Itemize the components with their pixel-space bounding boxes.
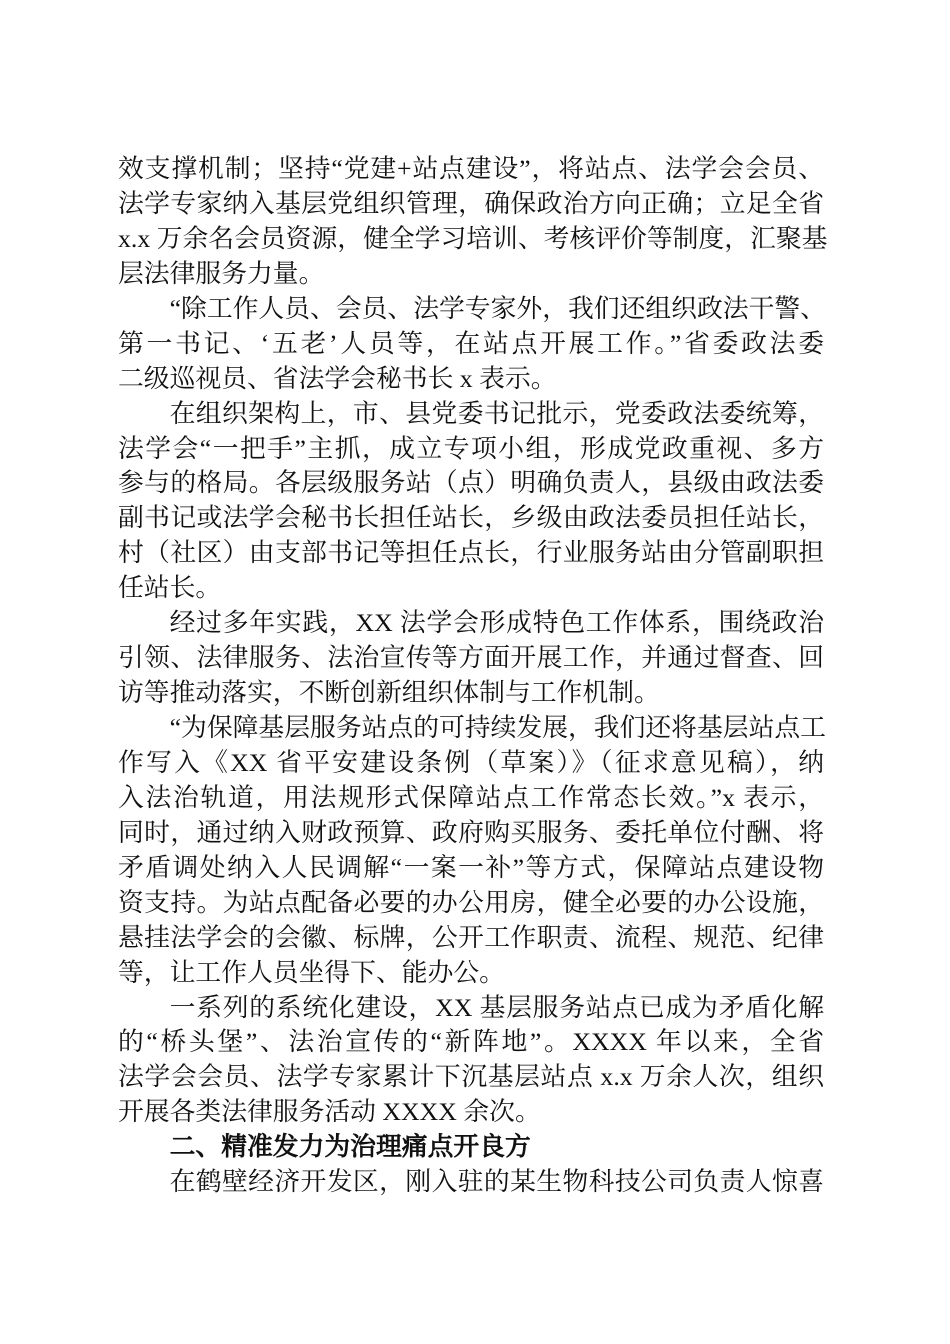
text-line: 引领、法律服务、法治宣传等方面开展工作，并通过督查、回	[118, 643, 824, 673]
text-line: 经过多年实践，XX 法学会形成特色工作体系，围绕政治	[169, 608, 824, 638]
paragraph-sustainability	[118, 711, 824, 991]
text-line: 任站长。	[118, 573, 222, 603]
text-line: 开展各类法律服务活动 XXXX 余次。	[118, 1097, 541, 1127]
section-heading: 二、精准发力为治理痛点开良方	[169, 1132, 531, 1163]
text-line: 的“桥头堡”、法治宣传的“新阵地”。XXXX 年以来，全省	[118, 1027, 824, 1057]
text-line: 副书记或法学会秘书长担任站长，乡级由政法委员担任站长，	[118, 503, 824, 533]
text-line: x.x 万余名会员资源，健全学习培训、考核评价等制度，汇聚基	[118, 223, 828, 253]
text-line: 法学会会员、法学专家累计下沉基层站点 x.x 万余人次，组织	[118, 1062, 824, 1092]
paragraph-support-mechanism	[118, 152, 828, 292]
text-line: 同时，通过纳入财政预算、政府购买服务、委托单位付酬、将	[118, 817, 824, 847]
text-line: 作写入《XX 省平安建设条例（草案）》（征求意见稿），纳	[118, 747, 824, 777]
text-line: 资支持。为站点配备必要的办公用房，健全必要的办公设施，	[118, 887, 824, 917]
text-line: 第一书记、‘五老’人员等，在站点开展工作。”省委政法委	[118, 328, 824, 358]
paragraph-closing	[118, 1165, 824, 1200]
text-line: 二级巡视员、省法学会秘书长 x 表示。	[118, 363, 557, 393]
text-line: 参与的格局。各层级服务站（点）明确负责人，县级由政法委	[118, 468, 824, 498]
body-text	[118, 152, 828, 1200]
paragraph-quote-staff	[118, 292, 824, 397]
text-line: 等，让工作人员坐得下、能办公。	[118, 957, 505, 987]
text-line: 在鹤壁经济开发区，刚入驻的某生物科技公司负责人惊喜	[169, 1167, 824, 1197]
text-line: 法学专家纳入基层党组织管理，确保政治方向正确；立足全省	[118, 188, 824, 218]
text-line: 矛盾调处纳入人民调解“一案一补”等方式，保障站点建设物	[118, 852, 824, 882]
paragraph-results	[118, 991, 824, 1131]
text-line: 法学会“一把手”主抓，成立专项小组，形成党政重视、多方	[118, 433, 824, 463]
paragraph-practice	[118, 606, 824, 711]
text-line: 一系列的系统化建设，XX 基层服务站点已成为矛盾化解	[169, 992, 824, 1022]
text-line: 悬挂法学会的会徽、标牌，公开工作职责、流程、规范、纪律	[118, 922, 824, 952]
paragraph-organization	[118, 397, 824, 607]
text-line: 在组织架构上，市、县党委书记批示，党委政法委统筹，	[169, 398, 824, 428]
text-line: 入法治轨道，用法规形式保障站点工作常态长效。”x 表示，	[118, 782, 824, 812]
text-line: 村（社区）由支部书记等担任点长，行业服务站由分管副职担	[118, 538, 824, 568]
text-line: 层法律服务力量。	[118, 258, 325, 288]
text-line: “除工作人员、会员、法学专家外，我们还组织政法干警、	[169, 293, 826, 323]
text-line: 效支撑机制；坚持“党建+站点建设”，将站点、法学会会员、	[118, 154, 824, 183]
text-line: “为保障基层服务站点的可持续发展，我们还将基层站点工	[169, 713, 826, 742]
text-line: 访等推动落实，不断创新组织体制与工作机制。	[118, 678, 660, 708]
